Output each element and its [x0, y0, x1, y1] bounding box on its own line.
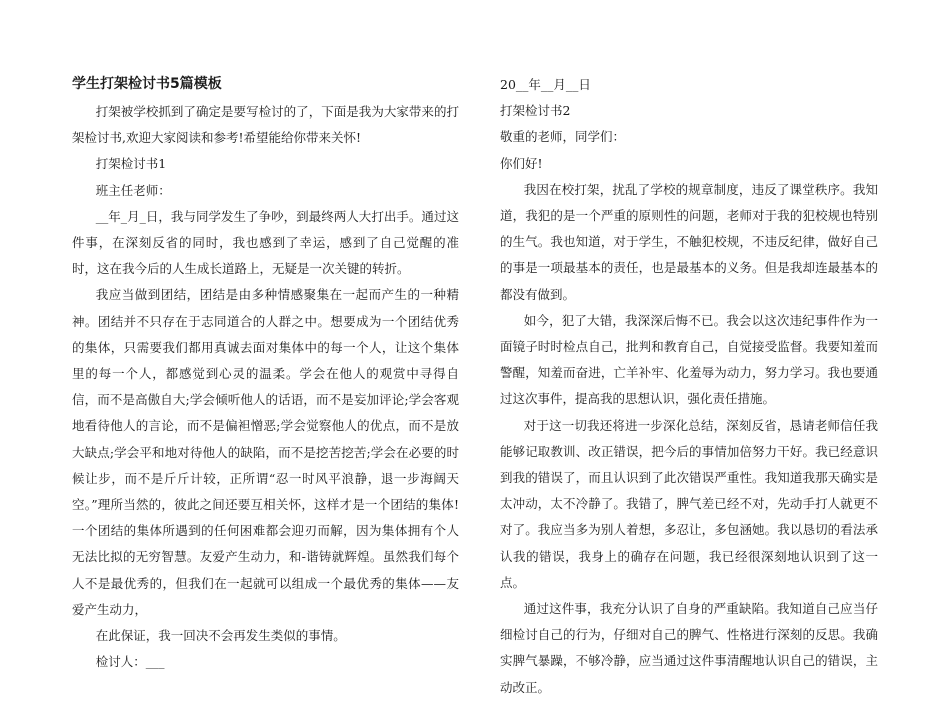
greeting: 你们好!	[500, 155, 543, 171]
paragraph: 我应当做到团结，团结是由多种情感聚集在一起而产生的一种精神。团结并不只存在于志同道合的人群之中。想要成为一个团结优秀的集体，只需要我们都用真诚去面对集体中的每一个人，让这个集体里的每一个人，都感觉到心灵的温柔。学会在他人的观赏中寻得自信，而不是高傲自大;学会倾听他人的话语，而不是妄加评论;学会客观地看待他人的言论，而不是偏袒憎恶;学会觉察他人的优点，而不是放大缺点;学会平和地对待他人的缺陷，而不是挖苦挖苦;学会在必要的时候让步，而不是斤斤计较，正所谓“忍一时风平浪静，退一步海阔天空。”理所当然的，彼此之间还要互相关怀，这样才是一个团结的集体!一个团结的集体所遇到的任何困难都会迎刃而解，因为集体拥有个人无法比拟的无穷智慧。友爱产生动力，和-谐铸就辉煌。虽然我们每个人不是最优秀的，但我们在一起就可以组成一个最优秀的集体——友爱产生动力，	[72, 287, 459, 617]
paragraph: 班主任老师：	[95, 182, 171, 198]
left-column	[72, 72, 459, 675]
paragraph: 在此保证，我一回决不会再发生类似的事情。	[95, 628, 346, 644]
paragraph: 打架被学校抓到了确定是要写检讨的了，下面是我为大家带来的打架检讨书,欢迎大家阅读和参考!希望能给你带来关怀!	[72, 104, 459, 146]
paragraph: 我因在校打架，扰乱了学校的规章制度，违反了课堂秩序。我知道，我犯的是一个严重的原则性的问题，老师对于我的犯校规也特别的生气。我也知道，对于学生，不触犯校规，不违反纪律，做好自己的事是一项最基本的责任，也是最基本的义务。但是我却连最基本的都没有做到。	[500, 181, 878, 302]
paragraph: 打架检讨书1	[95, 156, 167, 172]
salutation: 敬重的老师，同学们：	[500, 129, 626, 145]
right-column	[500, 72, 878, 701]
section-heading: 打架检讨书2	[500, 103, 571, 119]
paragraph: 如今，犯了大错，我深深后悔不已。我会以这次违纪事件作为一面镜子时时检点自己，批判和教育自己，自觉接受监督。我要知羞而警醒，知羞而奋进，亡羊补牢、化羞辱为动力，努力学习。我也要通过这次事件，提高我的思想认识，强化责任措施。	[500, 312, 878, 407]
date-line: 20__年__月__日	[500, 77, 591, 92]
paragraph: 对于这一切我还将进一步深化总结，深刻反省，恳请老师信任我能够记取教训、改正错误，把今后的事情加倍努力干好。我已经意识到我的错误了，而且认识到了此次错误严重性。我知道我那天确实是太冲动，太不冷静了。我错了，脾气差已经不对，先动手打人就更不对了。我应当多为别人着想，多忍让，多包涵她。我以恳切的看法承认我的错误，我身上的确存在问题，我已经很深刻地认识到了这一点。	[500, 417, 878, 590]
paragraph: 通过这件事，我充分认识了自身的严重缺陷。我知道自己应当仔细检讨自己的行为，仔细对自己的脾气、性格进行深刻的反思。我确实脾气暴躁，不够冷静，应当通过这件事清醒地认识自己的错误，主动改正。	[500, 601, 878, 695]
document-title: 学生打架检讨书5篇模板	[72, 76, 222, 92]
signature-line: 检讨人：___	[95, 654, 165, 670]
paragraph: __年_月_日，我与同学发生了争吵，到最终两人大打出手。通过这件事，在深刻反省的同时，我也感到了幸运，感到了自己觉醒的准时，这在我今后的人生成长道路上，无疑是一次关键的转折。	[72, 208, 459, 277]
